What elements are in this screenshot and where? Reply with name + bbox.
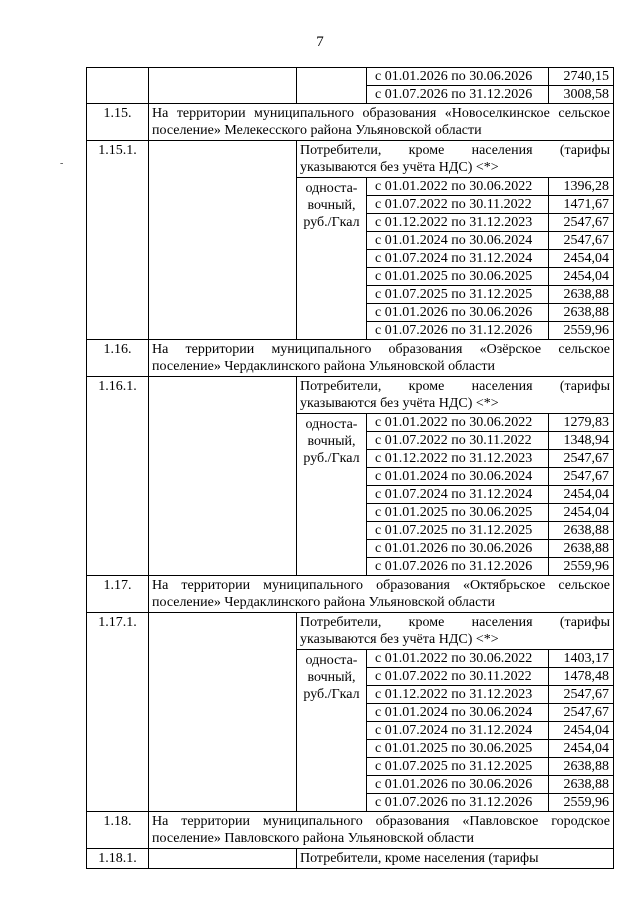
period-cell: с 01.12.2022 по 31.12.2023	[367, 450, 549, 468]
price-cell: 2547,67	[549, 468, 614, 486]
empty-cell	[149, 613, 297, 812]
margin-mark: -	[60, 158, 64, 169]
period-cell: с 01.01.2022 по 30.06.2022	[367, 414, 549, 432]
section-number: 1.15.	[87, 104, 149, 141]
price-cell: 2638,88	[549, 522, 614, 540]
territory-description: На территории муниципального образования «Новоселкинское сельское поселение» Мелекесского района Ульяновской области	[149, 104, 614, 141]
period-cell: с 01.01.2024 по 30.06.2024	[367, 232, 549, 250]
subsection-number: 1.18.1.	[87, 849, 149, 869]
price-cell: 2547,67	[549, 704, 614, 722]
period-cell: с 01.07.2022 по 30.11.2022	[367, 432, 549, 450]
section-number: 1.16.	[87, 340, 149, 377]
period-cell: с 01.07.2025 по 31.12.2025	[367, 758, 549, 776]
price-cell: 2547,67	[549, 214, 614, 232]
period-cell: с 01.01.2024 по 30.06.2024	[367, 704, 549, 722]
empty-cell	[297, 68, 367, 104]
price-cell: 1348,94	[549, 432, 614, 450]
subsection-number: 1.15.1.	[87, 141, 149, 340]
price-cell: 2547,67	[549, 686, 614, 704]
price-cell: 2638,88	[549, 776, 614, 794]
period-cell: с 01.07.2026 по 31.12.2026	[367, 794, 549, 812]
period-cell: с 01.07.2025 по 31.12.2025	[367, 286, 549, 304]
period-cell: с 01.07.2025 по 31.12.2025	[367, 522, 549, 540]
territory-description: На территории муниципального образования «Октябрьское сельское поселение» Чердаклинского района Ульяновской области	[149, 576, 614, 613]
period-cell: с 01.07.2022 по 30.11.2022	[367, 668, 549, 686]
period-cell: с 01.01.2026 по 30.06.2026	[367, 776, 549, 794]
period-cell: с 01.01.2026 по 30.06.2026	[367, 68, 549, 86]
unit-cell: односта-вочный, руб./Гкал	[297, 414, 367, 576]
period-cell: с 01.01.2024 по 30.06.2024	[367, 468, 549, 486]
period-cell: с 01.07.2026 по 31.12.2026	[367, 86, 549, 104]
price-cell: 2559,96	[549, 558, 614, 576]
consumers-row	[87, 613, 614, 650]
period-cell: с 01.01.2025 по 30.06.2025	[367, 268, 549, 286]
period-cell: с 01.07.2026 по 31.12.2026	[367, 322, 549, 340]
price-cell: 2547,67	[549, 232, 614, 250]
consumers-row	[87, 141, 614, 178]
period-cell: с 01.07.2026 по 31.12.2026	[367, 558, 549, 576]
section-header-row	[87, 340, 614, 377]
consumer-category: Потребители, кроме населения (тарифы указываются без учёта НДС) <*>	[297, 613, 614, 650]
price-cell: 1471,67	[549, 196, 614, 214]
price-cell: 1279,83	[549, 414, 614, 432]
period-cell: с 01.01.2026 по 30.06.2026	[367, 304, 549, 322]
period-cell: с 01.07.2022 по 30.11.2022	[367, 196, 549, 214]
price-cell: 2559,96	[549, 794, 614, 812]
empty-cell	[87, 68, 149, 104]
period-cell: с 01.07.2024 по 31.12.2024	[367, 486, 549, 504]
price-cell: 2454,04	[549, 486, 614, 504]
empty-cell	[149, 68, 297, 104]
price-cell: 2559,96	[549, 322, 614, 340]
period-cell: с 01.07.2024 по 31.12.2024	[367, 722, 549, 740]
price-cell: 1396,28	[549, 178, 614, 196]
price-cell: 1478,48	[549, 668, 614, 686]
price-cell: 2454,04	[549, 504, 614, 522]
period-cell: с 01.01.2025 по 30.06.2025	[367, 504, 549, 522]
period-cell: с 01.01.2022 по 30.06.2022	[367, 178, 549, 196]
consumers-row	[87, 377, 614, 414]
consumer-category: Потребители, кроме населения (тарифы указываются без учёта НДС) <*>	[297, 141, 614, 178]
period-cell: с 01.01.2022 по 30.06.2022	[367, 650, 549, 668]
page-number: 7	[316, 34, 324, 50]
section-header-row	[87, 576, 614, 613]
tariff-table-body	[87, 68, 614, 869]
section-header-row	[87, 812, 614, 849]
price-cell: 1403,17	[549, 650, 614, 668]
price-cell: 2638,88	[549, 758, 614, 776]
table-row	[87, 68, 614, 86]
unit-cell: односта-вочный, руб./Гкал	[297, 178, 367, 340]
price-cell: 2638,88	[549, 540, 614, 558]
section-number: 1.17.	[87, 576, 149, 613]
period-cell: с 01.07.2024 по 31.12.2024	[367, 250, 549, 268]
price-cell: 2454,04	[549, 268, 614, 286]
period-cell: с 01.01.2025 по 30.06.2025	[367, 740, 549, 758]
territory-description: На территории муниципального образования «Озёрское сельское поселение» Чердаклинского района Ульяновской области	[149, 340, 614, 377]
consumer-category: Потребители, кроме населения (тарифы указываются без учёта НДС) <*>	[297, 377, 614, 414]
empty-cell	[149, 849, 297, 869]
price-cell: 2454,04	[549, 250, 614, 268]
price-cell: 2547,67	[549, 450, 614, 468]
period-cell: с 01.01.2026 по 30.06.2026	[367, 540, 549, 558]
price-cell: 2454,04	[549, 740, 614, 758]
empty-cell	[149, 377, 297, 576]
price-cell: 2454,04	[549, 722, 614, 740]
price-cell: 3008,58	[549, 86, 614, 104]
tariff-table	[86, 67, 614, 869]
consumers-row	[87, 849, 614, 869]
section-number: 1.18.	[87, 812, 149, 849]
section-header-row	[87, 104, 614, 141]
price-cell: 2740,15	[549, 68, 614, 86]
price-cell: 2638,88	[549, 304, 614, 322]
territory-description: На территории муниципального образования «Павловское городское поселение» Павловского района Ульяновской области	[149, 812, 614, 849]
subsection-number: 1.17.1.	[87, 613, 149, 812]
consumer-category: Потребители, кроме населения (тарифы	[297, 849, 614, 869]
price-cell: 2638,88	[549, 286, 614, 304]
unit-cell: односта-вочный, руб./Гкал	[297, 650, 367, 812]
period-cell: с 01.12.2022 по 31.12.2023	[367, 686, 549, 704]
empty-cell	[149, 141, 297, 340]
period-cell: с 01.12.2022 по 31.12.2023	[367, 214, 549, 232]
subsection-number: 1.16.1.	[87, 377, 149, 576]
